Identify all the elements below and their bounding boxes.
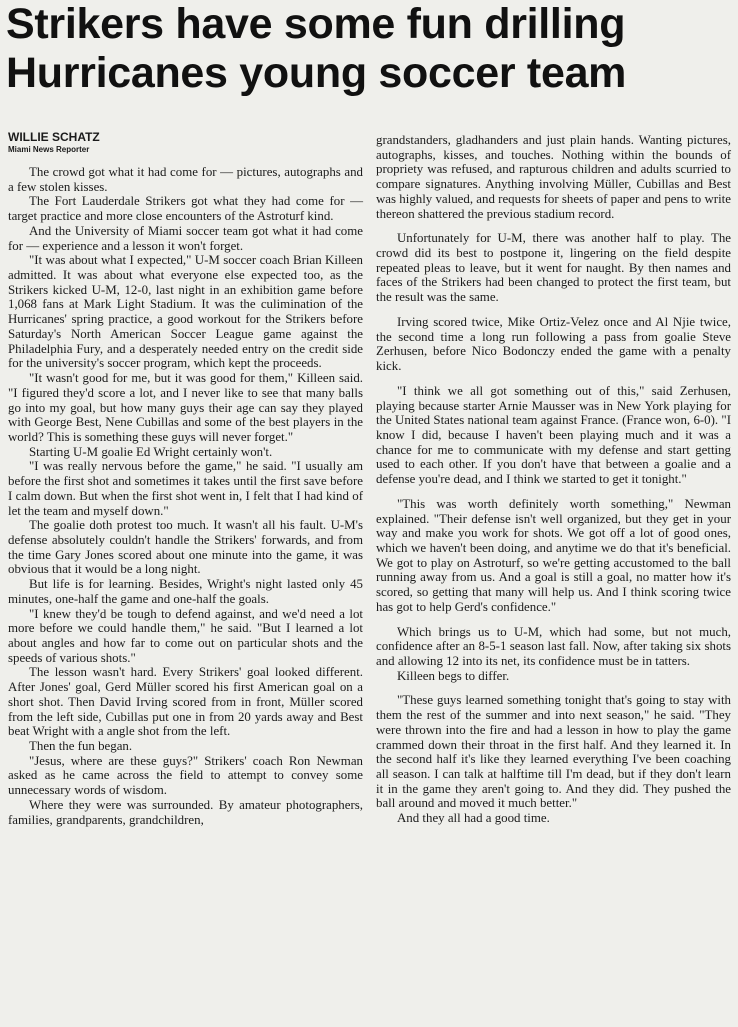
paragraph: Killeen begs to differ. [397,668,510,683]
paragraph: But life is for learning. Besides, Wright's night lasted only 45 minutes, one-half the game and one-half the goals. [8,577,363,606]
paragraph: "These guys learned something tonight that's going to stay with them the rest of the summer and into next season," he said. "They were thrown into the fire and had a lesson in how to play the game crammed down their throat in the first half. And they learned it. In the second half it's like they learned everything I've been coaching all season. I can talk at halftime till I'm dead, but if they don't learn it in the game they aren't going to. And they did. They pushed the ball around and moved it much better." [376,693,731,811]
byline-author: WILLIE SCHATZ [8,130,100,144]
paragraph: Irving scored twice, Mike Ortiz-Velez once and Al Njie twice, the second time a long run following a pass from goalie Steve Zerhusen, before Nico Bodonczy ended the game with a penalty kick. [376,314,731,374]
paragraph: "I think we all got something out of this," said Zerhusen, playing because starter Arnie Mausser was in New York playing for the United States national team against France. (France won, 6-0). "I know I did, because I haven't been playing much and it was a chance for me to communicate with my defense and start getting used to each other. If you don't have that between a goalie and a defense you're dead, and I think we started to get it tonight." [376,383,731,487]
paragraph: "It wasn't good for me, but it was good for them," Killeen said. "I figured they'd score a lot, and I never like to see that many balls go into my goal, but how many guys their age can say they played with George Best, Nene Cubillas and some of the best players in the world? This is something these guys will never forget." [8,371,363,444]
paragraph: "This was worth definitely worth something," Newman explained. "Their defense isn't well organized, but they get in your way and make you work for shots. We got off a lot of good ones, which we haven't been doing, and anytime we do that it's beneficial. We got to play on Astroturf, so we're getting accustomed to the ball running away from us. And a goal is still a goal, no matter how it's scored, so getting that many will help us. And I think scoring twice has got to help Gerd's confidence." [376,496,731,614]
paragraph: "Jesus, where are these guys?" Strikers' coach Ron Newman asked as he came across the field to attempt to convey some unnecessary words of wisdom. [8,753,363,798]
byline-publication: Miami News Reporter [8,145,90,154]
paragraph: And the University of Miami soccer team got what it had come for — experience and a lesson it won't forget. [8,223,363,253]
paragraph: Then the fun began. [29,739,133,754]
paragraph: Where they were was surrounded. By amateur photographers, families, grandparents, grandchildren, [8,797,363,827]
paragraph: Unfortunately for U-M, there was another half to play. The crowd did its best to postpone it, lingering on the field despite repeated pleas to leave, but it went for naught. By then names and faces of the Strikers had been changed to protect the first team, but the result was the same. [376,231,731,305]
paragraph: Starting U-M goalie Ed Wright certainly won't. [29,444,273,459]
paragraph: "It was about what I expected," U-M soccer coach Brian Killeen admitted. It was about what everyone else expected too, as the Strikers kicked U-M, 12-0, last night in an exhibition game before 1,068 fans at Mark Light Stadium. It was the culimination of the Hurricanes' spring practice, a good workout for the Strikers before Saturday's North American Soccer League game against the Philadelphia Fury, and a desperately needed entry on the credit side for the university's soccer program, which kept the proceeds. [8,253,363,371]
paragraph: The goalie doth protest too much. It wasn't all his fault. U-M's defense absolutely couldn't handle the Strikers' forwards, and from the time Gary Jones scored about one minute into the game, it was obvious that it would be a long night. [8,518,363,577]
paragraph: "I was really nervous before the game," he said. "I usually am before the first shot and sometimes it takes until the first save before I calm down. But when the first shot went in, I felt that I had kind of let the team and myself down." [8,459,363,518]
article-column-left [8,130,363,827]
paragraph: Which brings us to U-M, which had some, but not much, confidence after an 8-5-1 season last fall. Now, after taking six shots and allowing 12 into its net, its confidence must be in tatters. [376,624,731,668]
headline [6,0,734,98]
paragraph: grandstanders, gladhanders and just plain hands. Wanting pictures, autographs, kisses, and touches. Nothing within the bounds of propriety was refused, and rapturous children and adults scurried to compare signatures. Anything involving Müller, Cubillas and Best was highly valued, and requests for sheets of paper and pens to write thereon shattered the previous stadium record. [376,133,731,221]
paragraph: The lesson wasn't hard. Every Strikers' goal looked different. After Jones' goal, Gerd Müller scored his first American goal on a short shot. Then David Irving scored from in front, Müller scored from the left side, Cubillas put one in from 20 yards away and Best beat Wright with a angle shot from the left. [8,665,363,739]
paragraph: "I knew they'd be tough to defend against, and we'd need a lot more before we could handle them," he said. "But I learned a lot about angles and how far to come out on particular shots and the speeds of various shots." [8,606,363,665]
paragraph: The crowd got what it had come for — pictures, autographs and a few stolen kisses. [8,165,363,194]
headline-line-2: Hurricanes young soccer team [6,49,627,97]
article-column-right [376,133,731,826]
paragraph: The Fort Lauderdale Strikers got what they had come for — target practice and more close encounters of the Astroturf kind. [8,194,363,224]
headline-line-1: Strikers have some fun drilling [6,0,626,48]
paragraph: And they all had a good time. [397,811,550,826]
